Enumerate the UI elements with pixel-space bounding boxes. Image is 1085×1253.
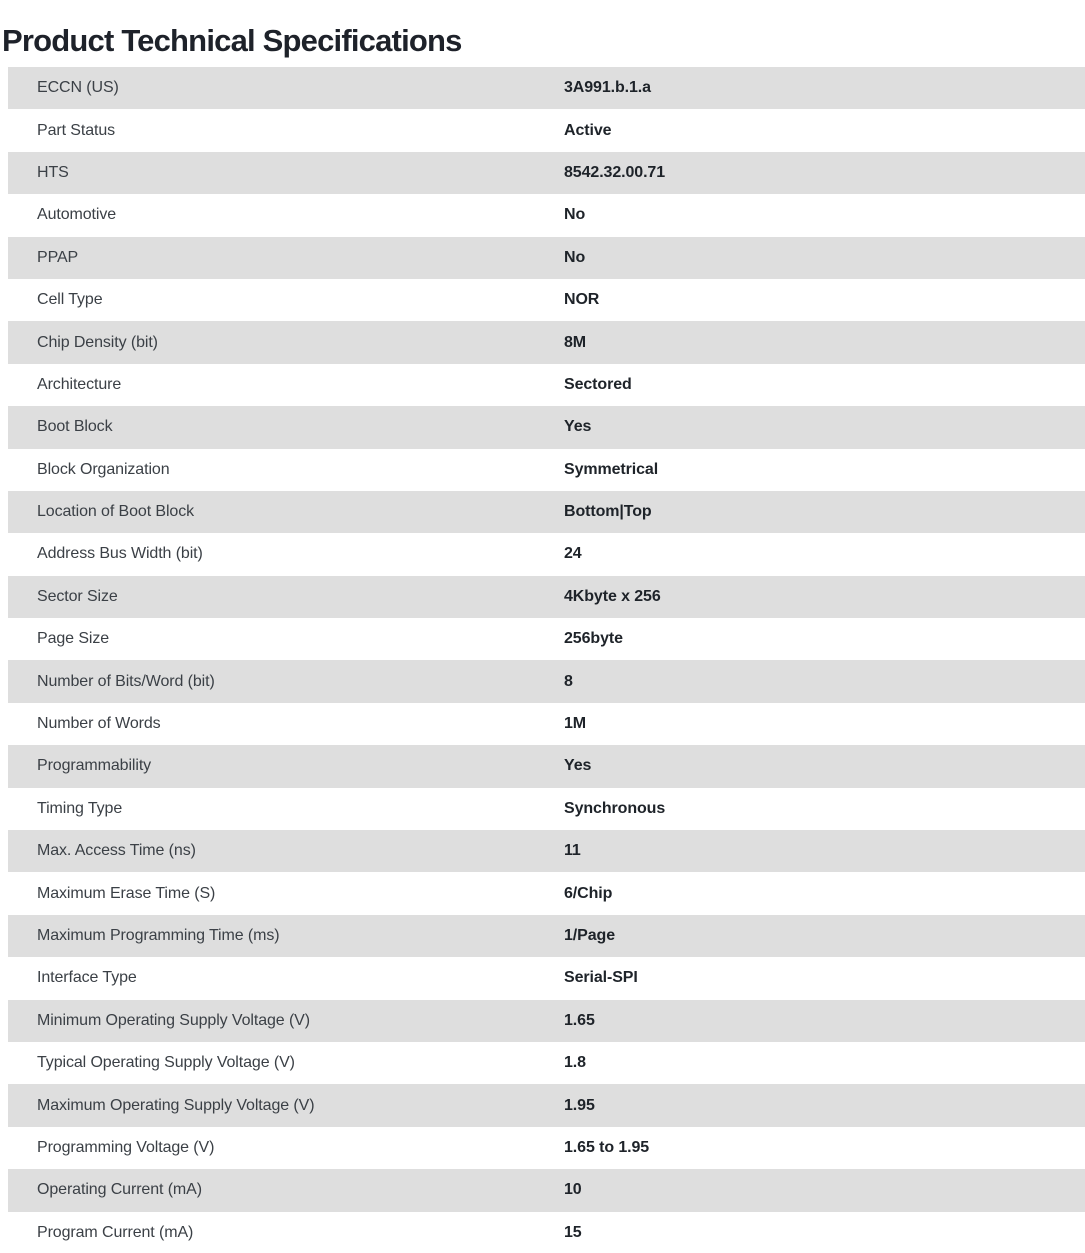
spec-value: 6/Chip xyxy=(564,884,613,902)
spec-value: 1.65 xyxy=(564,1011,595,1029)
spec-label: HTS xyxy=(37,163,69,181)
spec-value: 8M xyxy=(564,333,587,351)
spec-value: 10 xyxy=(564,1181,582,1199)
spec-label: Program Current (mA) xyxy=(37,1223,194,1241)
spec-value: No xyxy=(564,206,586,224)
spec-value: Synchronous xyxy=(564,799,666,817)
spec-label: ECCN (US) xyxy=(37,79,119,97)
table-row xyxy=(8,237,1085,279)
table-row xyxy=(8,1084,1085,1126)
table-row xyxy=(8,1042,1085,1084)
spec-label: Number of Bits/Word (bit) xyxy=(37,672,215,690)
table-row xyxy=(8,1169,1085,1211)
spec-value: 1M xyxy=(564,715,587,733)
table-row xyxy=(8,109,1085,151)
table-row xyxy=(8,533,1085,575)
spec-label: Part Status xyxy=(37,121,116,139)
spec-label: Number of Words xyxy=(37,715,161,733)
spec-label: Programmability xyxy=(37,757,152,775)
table-row xyxy=(8,67,1085,109)
spec-value: 8 xyxy=(564,672,573,690)
spec-value: Yes xyxy=(564,757,592,775)
spec-label: Maximum Programming Time (ms) xyxy=(37,927,280,944)
table-row xyxy=(8,449,1085,491)
spec-value: NOR xyxy=(564,291,600,309)
spec-label: Address Bus Width (bit) xyxy=(37,545,203,563)
table-row xyxy=(8,872,1085,914)
spec-label: Automotive xyxy=(37,206,117,224)
spec-label: PPAP xyxy=(37,248,79,266)
table-row xyxy=(8,1127,1085,1169)
page-title: Product Technical Specifications xyxy=(2,22,462,58)
spec-label: Interface Type xyxy=(37,969,137,987)
spec-label: Max. Access Time (ns) xyxy=(37,842,196,860)
spec-label: Minimum Operating Supply Voltage (V) xyxy=(37,1011,310,1029)
table-row xyxy=(8,491,1085,533)
table-row xyxy=(8,957,1085,999)
spec-value: Active xyxy=(564,121,612,139)
spec-value: Serial-SPI xyxy=(564,969,638,987)
spec-label: Programming Voltage (V) xyxy=(37,1138,215,1156)
table-row xyxy=(8,703,1085,745)
table-row xyxy=(8,915,1085,957)
spec-value: 256byte xyxy=(564,630,623,648)
table-row xyxy=(8,788,1085,830)
spec-label: Sector Size xyxy=(37,587,118,605)
spec-label: Maximum Erase Time (S) xyxy=(37,884,216,902)
table-row xyxy=(8,194,1085,236)
spec-label: Typical Operating Supply Voltage (V) xyxy=(37,1054,295,1072)
spec-value: 4Kbyte x 256 xyxy=(564,587,661,605)
spec-table xyxy=(8,67,1085,1253)
table-row xyxy=(8,618,1085,660)
spec-value: 15 xyxy=(564,1223,582,1241)
spec-label: Boot Block xyxy=(37,418,113,436)
spec-label: Timing Type xyxy=(37,799,123,817)
spec-label: Maximum Operating Supply Voltage (V) xyxy=(37,1096,315,1114)
spec-value: 1.95 xyxy=(564,1096,595,1114)
spec-value: Bottom|Top xyxy=(564,503,652,521)
table-row xyxy=(8,830,1085,872)
spec-value: 1.65 to 1.95 xyxy=(564,1138,650,1156)
spec-value: No xyxy=(564,248,586,266)
spec-value: 3A991.b.1.a xyxy=(564,79,651,97)
spec-label: Chip Density (bit) xyxy=(37,333,158,351)
spec-value: 1.8 xyxy=(564,1054,586,1072)
spec-value: Symmetrical xyxy=(564,460,659,478)
spec-label: Location of Boot Block xyxy=(37,503,195,521)
table-row xyxy=(8,364,1085,406)
spec-label: Block Organization xyxy=(37,460,170,478)
table-row xyxy=(8,660,1085,702)
spec-value: 1/Page xyxy=(564,927,615,944)
spec-label: Page Size xyxy=(37,630,110,648)
spec-value: 24 xyxy=(564,545,582,563)
spec-value: 11 xyxy=(564,842,581,860)
spec-value: Sectored xyxy=(564,375,632,393)
table-row xyxy=(8,745,1085,787)
table-row xyxy=(8,1212,1085,1253)
table-row xyxy=(8,279,1085,321)
spec-label: Operating Current (mA) xyxy=(37,1181,202,1199)
table-row xyxy=(8,152,1085,194)
spec-value: 8542.32.00.71 xyxy=(564,163,666,181)
spec-label: Cell Type xyxy=(37,291,103,309)
table-row xyxy=(8,1000,1085,1042)
spec-value: Yes xyxy=(564,418,592,436)
table-row xyxy=(8,576,1085,618)
table-row xyxy=(8,321,1085,363)
table-row xyxy=(8,406,1085,448)
spec-label: Architecture xyxy=(37,375,122,393)
